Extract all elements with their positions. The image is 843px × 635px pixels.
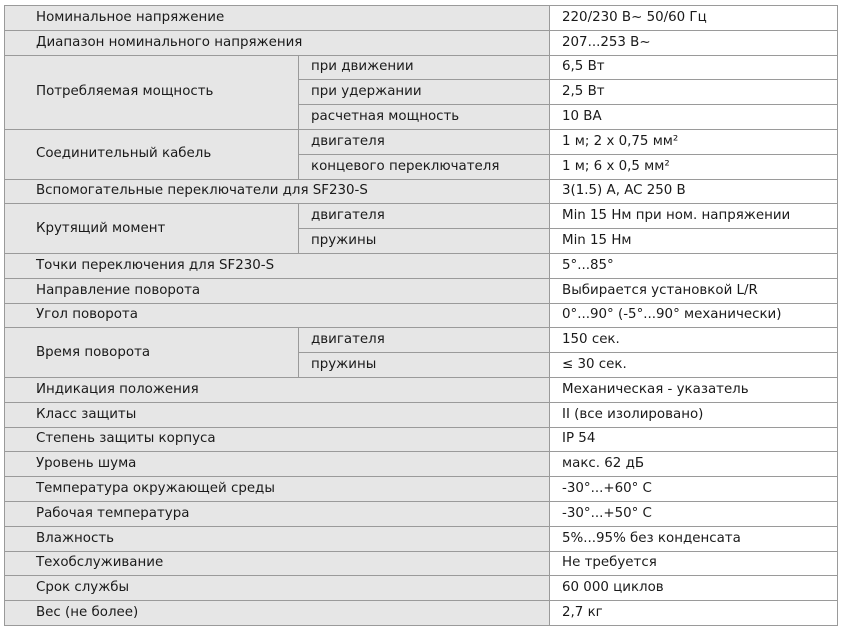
spec-label: Рабочая температура — [5, 501, 550, 526]
spec-value: 220/230 В~ 50/60 Гц — [550, 6, 838, 31]
spec-sublabel: двигателя — [299, 328, 550, 353]
spec-label: Уровень шума — [5, 452, 550, 477]
spec-value: макс. 62 дБ — [550, 452, 838, 477]
spec-sublabel: пружины — [299, 353, 550, 378]
spec-value: Min 15 Нм при ном. напряжении — [550, 204, 838, 229]
spec-label: Вспомогательные переключатели для SF230-S — [5, 179, 550, 204]
spec-label: Соединительный кабель — [5, 129, 299, 179]
spec-value: 6,5 Вт — [550, 55, 838, 80]
spec-label: Индикация положения — [5, 377, 550, 402]
spec-value: ≤ 30 сек. — [550, 353, 838, 378]
spec-value: 207...253 В~ — [550, 30, 838, 55]
spec-value: Min 15 Нм — [550, 229, 838, 254]
specifications-table — [4, 5, 838, 626]
spec-sublabel: концевого переключателя — [299, 154, 550, 179]
spec-sublabel: двигателя — [299, 204, 550, 229]
spec-sublabel: двигателя — [299, 129, 550, 154]
spec-row-voltage-range — [5, 30, 838, 55]
spec-value: 60 000 циклов — [550, 576, 838, 601]
spec-row-protection-class — [5, 402, 838, 427]
spec-sublabel: расчетная мощность — [299, 105, 550, 130]
spec-row-rotation-angle — [5, 303, 838, 328]
spec-sublabel: пружины — [299, 229, 550, 254]
spec-row-aux-switches — [5, 179, 838, 204]
spec-value: 5%...95% без конденсата — [550, 526, 838, 551]
spec-label: Время поворота — [5, 328, 299, 378]
spec-value: 5°...85° — [550, 253, 838, 278]
spec-value: 150 сек. — [550, 328, 838, 353]
spec-value: Выбирается установкой L/R — [550, 278, 838, 303]
spec-label: Направление поворота — [5, 278, 550, 303]
spec-value: II (все изолировано) — [550, 402, 838, 427]
spec-label: Влажность — [5, 526, 550, 551]
spec-label: Степень защиты корпуса — [5, 427, 550, 452]
spec-row-humidity — [5, 526, 838, 551]
spec-row-nominal-voltage — [5, 6, 838, 31]
spec-label: Точки переключения для SF230-S — [5, 253, 550, 278]
spec-label: Потребляемая мощность — [5, 55, 299, 129]
spec-value: 0°...90° (-5°...90° механически) — [550, 303, 838, 328]
spec-row-noise-level — [5, 452, 838, 477]
spec-value: 2,5 Вт — [550, 80, 838, 105]
spec-row-operating-temperature — [5, 501, 838, 526]
spec-row-maintenance — [5, 551, 838, 576]
specifications-body — [5, 6, 838, 626]
spec-label: Техобслуживание — [5, 551, 550, 576]
spec-label: Угол поворота — [5, 303, 550, 328]
spec-label: Диапазон номинального напряжения — [5, 30, 550, 55]
spec-sublabel: при движении — [299, 55, 550, 80]
spec-value: 1 м; 6 x 0,5 мм² — [550, 154, 838, 179]
spec-row-weight — [5, 601, 838, 626]
spec-row-switch-points — [5, 253, 838, 278]
spec-sublabel: при удержании — [299, 80, 550, 105]
spec-value: -30°...+50° С — [550, 501, 838, 526]
spec-label: Класс защиты — [5, 402, 550, 427]
spec-value: 1 м; 2 x 0,75 мм² — [550, 129, 838, 154]
spec-row-power-moving — [5, 55, 838, 80]
spec-value: 3(1.5) А, AC 250 В — [550, 179, 838, 204]
spec-value: Не требуется — [550, 551, 838, 576]
spec-row-ambient-temperature — [5, 477, 838, 502]
spec-row-position-indication — [5, 377, 838, 402]
spec-label: Срок службы — [5, 576, 550, 601]
spec-row-ingress-protection — [5, 427, 838, 452]
spec-label: Вес (не более) — [5, 601, 550, 626]
spec-row-rotation-direction — [5, 278, 838, 303]
spec-value: IP 54 — [550, 427, 838, 452]
spec-label: Крутящий момент — [5, 204, 299, 254]
spec-label: Номинальное напряжение — [5, 6, 550, 31]
spec-label: Температура окружающей среды — [5, 477, 550, 502]
spec-value: 2,7 кг — [550, 601, 838, 626]
spec-value: Механическая - указатель — [550, 377, 838, 402]
spec-value: 10 ВА — [550, 105, 838, 130]
spec-row-torque-motor — [5, 204, 838, 229]
spec-value: -30°...+60° С — [550, 477, 838, 502]
spec-row-time-motor — [5, 328, 838, 353]
spec-row-cable-motor — [5, 129, 838, 154]
spec-row-service-life — [5, 576, 838, 601]
